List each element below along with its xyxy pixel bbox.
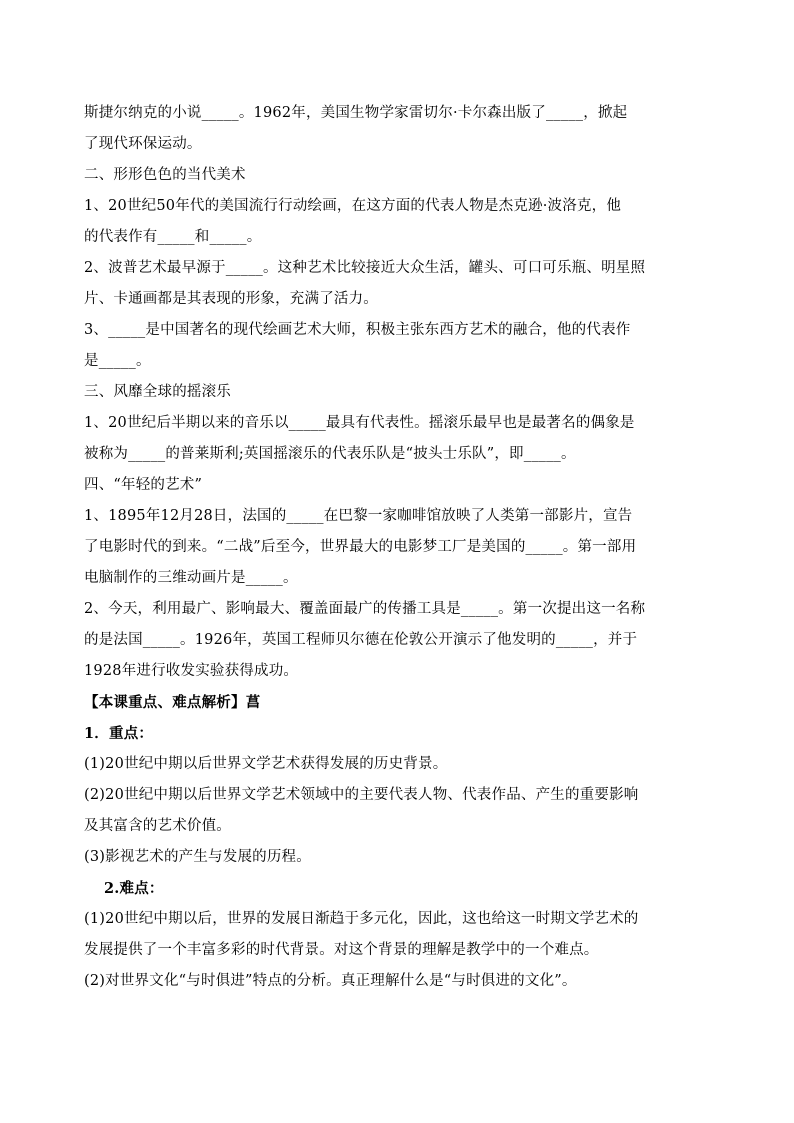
text-line: (3)影视艺术的产生与发展的历程。 [84,849,311,865]
text-line: 及其富含的艺术价值。 [84,818,231,834]
text-line: 是_____。 [84,353,151,369]
text-line: 了电影时代的到来。“二战”后至今，世界最大的电影梦工厂是美国的_____。第一部用 [84,539,637,555]
text-line: 发展提供了一个丰富多彩的时代背景。对这个背景的理解是教学中的一个难点。 [84,942,599,958]
text-line: 电脑制作的三维动画片是_____。 [84,570,298,586]
text-line: 的是法国_____。1926年，英国工程师贝尔德在伦敦公开演示了他发明的_____，并于 [84,632,638,648]
text-line: 2、波普艺术最早源于_____。这种艺术比较接近大众生活，罐头、可口可乐瓶、明星照 [84,260,646,276]
document-body [84,98,696,997]
text-line: 三、风靡全球的摇滚乐 [84,384,231,400]
text-line: (1)20世纪中期以后，世界的发展日渐趋于多元化，因此，这也给这一时期文学艺术的 [84,911,639,927]
text-line: 1、20世纪后半期以来的音乐以_____最具有代表性。摇滚乐最早也是最著名的偶象是 [84,415,635,431]
text-line: 3、_____是中国著名的现代绘画艺术大师，积极主张东西方艺术的融合，他的代表作 [84,322,631,338]
text-line: 1928年进行收发实验获得成功。 [84,663,299,679]
text-line: 1．重点： [84,725,154,742]
text-line: 1、20世纪50年代的美国流行行动绘画，在这方面的代表人物是杰克逊·波洛克，他 [84,198,622,214]
text-line: 2、今天，利用最广、影响最大、覆盖面最广的传播工具是_____。第一次提出这一名称 [84,601,646,617]
text-line: 了现代环保运动。 [84,136,202,152]
text-line: (1)20世纪中期以后世界文学艺术获得发展的历史背景。 [84,756,448,772]
text-line: 1、1895年12月28日，法国的_____在巴黎一家咖啡馆放映了人类第一部影片，宣告 [84,508,633,524]
text-line: 斯捷尔纳克的小说_____。1962年，美国生物学家雷切尔·卡尔森出版了_____，掀起 [84,105,628,121]
text-line: 四、“年轻的艺术” [84,477,203,493]
text-line: 的代表作有_____和_____。 [84,229,262,245]
text-line: 2.难点： [104,880,164,897]
text-line: (2)20世纪中期以后世界文学艺术领域中的主要代表人物、代表作品、产生的重要影响 [84,787,639,803]
text-line: 被称为_____的普莱斯利;英国摇滚乐的代表乐队是“披头士乐队”，即_____。 [84,446,576,462]
text-line: 片、卡通画都是其表现的形象，充满了活力。 [84,291,378,307]
text-line: 二、形形色色的当代美术 [84,167,246,183]
text-line: 【本课重点、难点解析】菖 [84,694,261,711]
text-line: (2)对世界文化“与时俱进”特点的分析。真正理解什么是“与时俱进的文化”。 [84,973,577,989]
